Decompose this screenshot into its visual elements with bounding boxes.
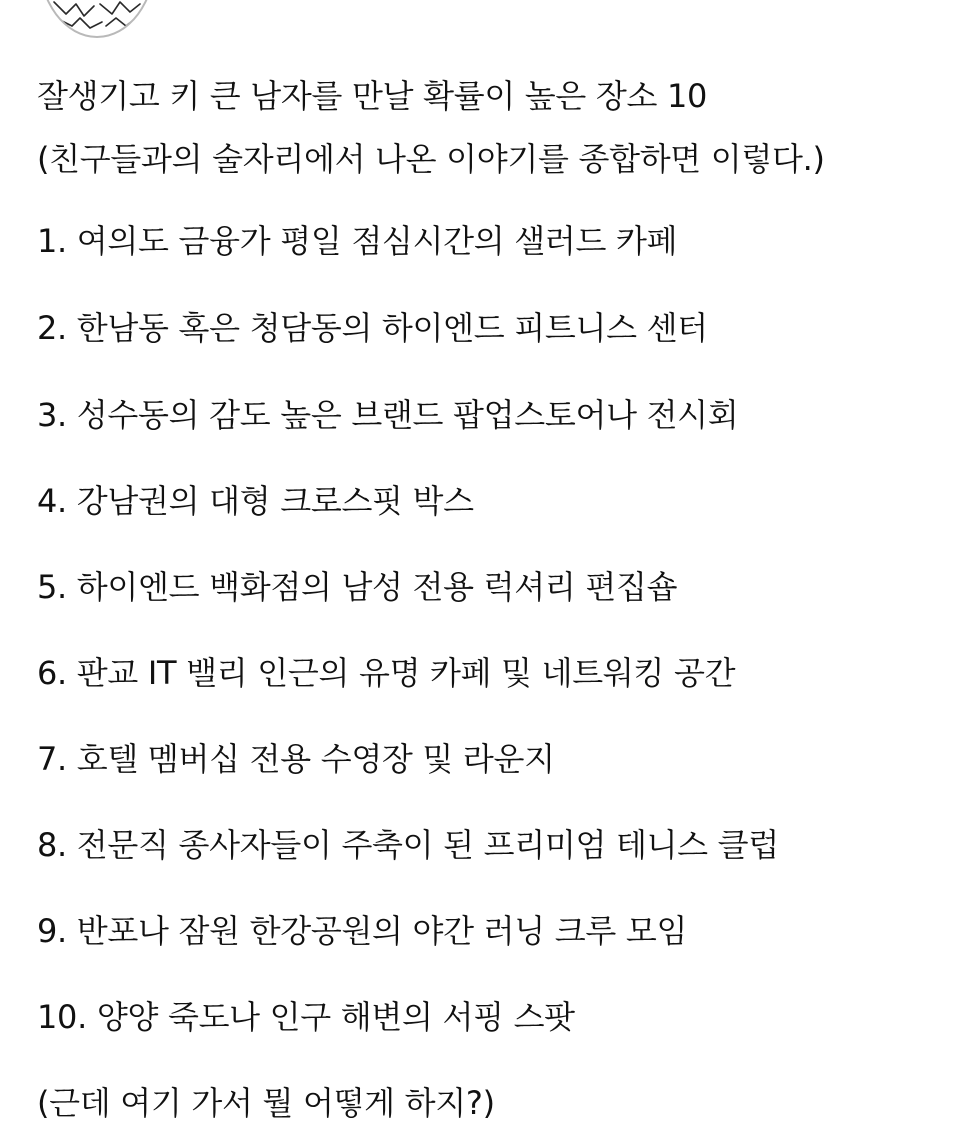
- post-closing: (근데 여기 가서 뭘 어떻게 하지?): [37, 1084, 495, 1122]
- list-item: 1. 여의도 금융가 평일 점심시간의 샐러드 카페: [37, 222, 678, 260]
- list-item: 8. 전문직 종사자들이 주축이 된 프리미엄 테니스 클럽: [37, 826, 779, 864]
- post-title: 잘생기고 키 큰 남자를 만날 확률이 높은 장소 10: [37, 77, 708, 115]
- list-item: 10. 양양 죽도나 인구 해변의 서핑 스팟: [37, 998, 575, 1036]
- list-item: 9. 반포나 잠원 한강공원의 야간 러닝 크루 모임: [37, 912, 688, 950]
- post-subtitle: (친구들과의 술자리에서 나온 이야기를 종합하면 이렇다.): [37, 140, 825, 178]
- list-item: 4. 강남권의 대형 크로스핏 박스: [37, 482, 474, 520]
- list-item: 6. 판교 IT 밸리 인근의 유명 카페 및 네트워킹 공간: [37, 654, 736, 692]
- list-item: 2. 한남동 혹은 청담동의 하이엔드 피트니스 센터: [37, 309, 708, 347]
- avatar-illustration-icon: [40, 0, 156, 36]
- avatar[interactable]: [38, 0, 156, 38]
- list-item: 7. 호텔 멤버십 전용 수영장 및 라운지: [37, 740, 555, 778]
- list-item: 3. 성수동의 감도 높은 브랜드 팝업스토어나 전시회: [37, 396, 739, 434]
- list-item: 5. 하이엔드 백화점의 남성 전용 럭셔리 편집숍: [37, 568, 678, 606]
